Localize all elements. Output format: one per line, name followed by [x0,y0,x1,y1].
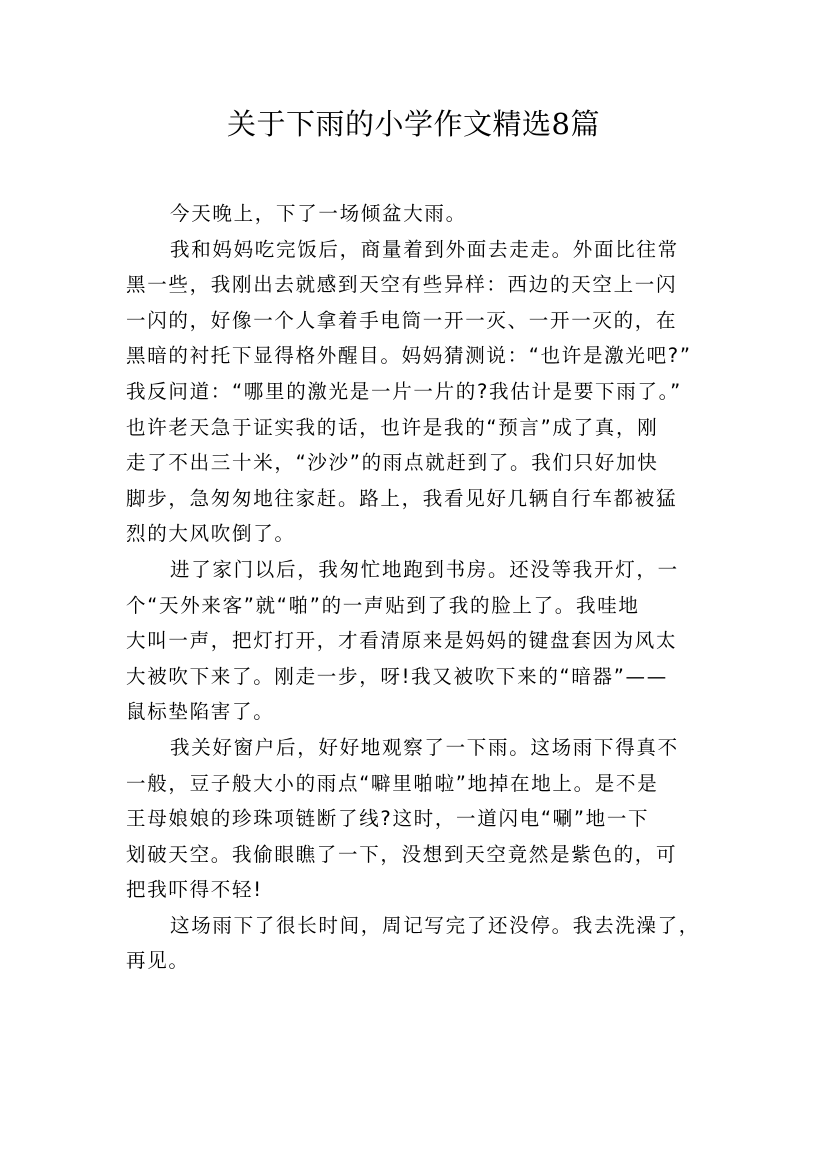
text-line: 把我吓得不轻! [126,878,263,902]
document-body [126,196,704,979]
text-line: 个“天外来客”就“啪”的一声贴到了我的脸上了。我哇地 [126,593,640,617]
text-line: 黑暗的衬托下显得格外醒目。妈妈猜测说：“也许是激光吧?” [126,344,692,368]
document-title: 关于下雨的小学作文精选8篇 [227,107,600,141]
text-line: 也许老天急于证实我的话，也许是我的“预言”成了真，刚 [126,415,659,439]
text-line: 脚步，急匆匆地往家赶。路上，我看见好几辆自行车都被猛 [126,486,678,510]
text-line: 我反问道：“哪里的激光是一片一片的?我估计是要下雨了。” [126,379,682,403]
paragraph-2 [126,232,704,552]
text-line: 一般，豆子般大小的雨点“噼里啪啦”地掉在地上。是不是 [126,771,659,795]
text-line: 黑一些，我刚出去就感到天空有些异样：西边的天空上一闪 [126,273,678,297]
text-line: 一闪的，好像一个人拿着手电筒一开一灭、一开一灭的，在 [126,308,678,332]
paragraph-1 [126,196,704,232]
text-line: 鼠标垫陷害了。 [126,700,275,724]
text-line: 我关好窗户后，好好地观察了一下雨。这场雨下得真不 [170,735,679,759]
text-line: 大叫一声，把灯打开，才看清原来是妈妈的键盘套因为风太 [126,629,678,653]
paragraph-3 [126,552,704,730]
text-line: 王母娘娘的珍珠项链断了线?这时，一道闪电“唰”地一下 [126,807,650,831]
text-line: 这场雨下了很长时间，周记写完了还没停。我去洗澡了， [170,913,701,937]
text-line: 烈的大风吹倒了。 [126,522,296,546]
text-line: 进了家门以后，我匆忙地跑到书房。还没等我开灯，一 [170,557,679,581]
paragraph-5 [126,908,704,979]
text-line: 大被吹下来了。刚走一步，呀!我又被吹下来的“暗器”—— [126,664,668,688]
paragraph-4 [126,730,704,908]
text-line: 今天晚上，下了一场倾盆大雨。 [170,202,467,225]
text-line: 划破天空。我偷眼瞧了一下，没想到天空竟然是紫色的，可 [126,842,678,866]
text-line: 走了不出三十米，“沙沙”的雨点就赶到了。我们只好加快 [126,451,659,475]
text-line: 我和妈妈吃完饭后，商量着到外面去走走。外面比往常 [170,237,679,261]
text-line: 再见。 [126,949,190,973]
